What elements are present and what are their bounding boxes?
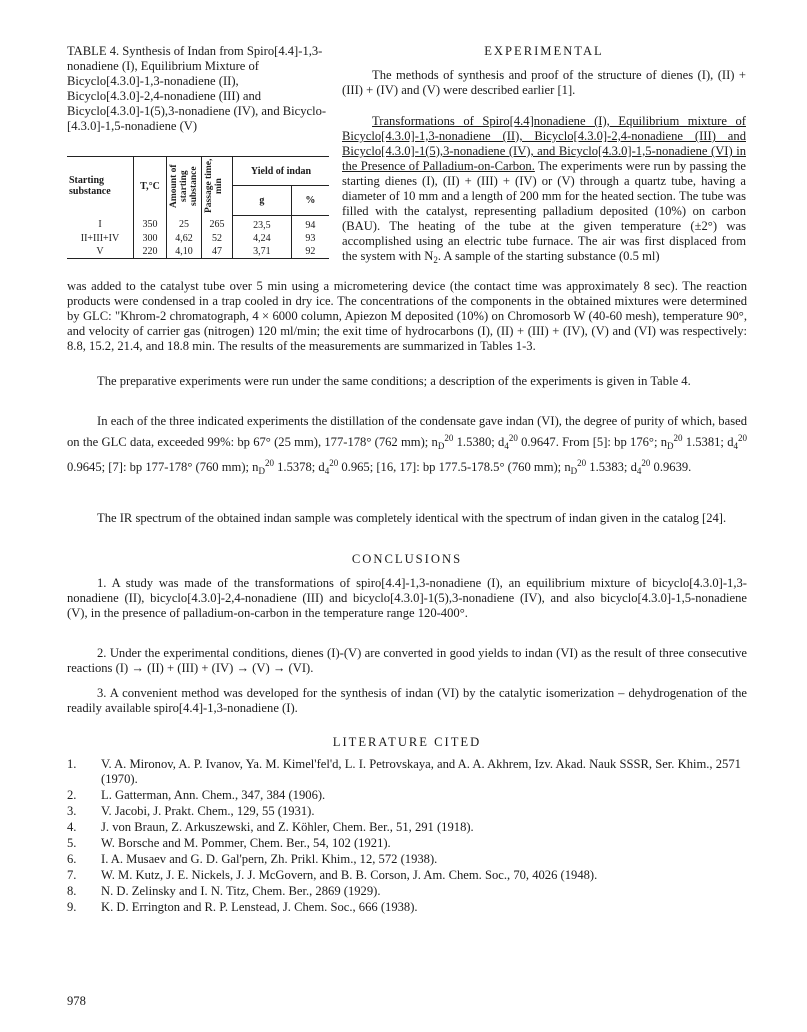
conclusion-item: 1. A study was made of the transformations of spiro[4.4]-1,3-nonadiene (I), an equilibrium mixture of bicyclo[4.3.0]-1,3-nonadiene (II), bicyclo[4.3.0]-2,4-nonadiene (III) and bicyclo[4.3.0]-1(5),3-nonadiene (IV), and also bicyclo[4.3.0]-1,5-nonadiene (V), in the presence of palladium-on-carbon in the temperature range 120-400°. [67, 576, 747, 620]
literature-heading: LITERATURE CITED [332, 735, 482, 749]
col-temperature: T,°C [134, 157, 167, 216]
table-row: V 220 4,10 47 3,71 92 [67, 245, 329, 259]
experimental-subhead: Transformations of Spiro[4.4]nonadiene (I), Equilibrium mixture of Bicyclo[4.3.0]-1,3-nonadiene (II), Bicyclo[4.3.0]-2,4-nonadiene (III) and Bicyclo[4.3.0]-1(5),3-nonadiene (IV), and Bicyclo[4.3.0]-1,5-nonadiene (VI) in the Presence of Palladium-on-Carbon. [342, 114, 746, 173]
experimental-intro: The methods of synthesis and proof of the structure of dienes (I), (II) + (III) + (IV) and (V) were described earlier [1]. [342, 68, 746, 97]
experimental-method-text: The experiments were run by passing the starting dienes (I), (II) + (III) + (IV) or (V) through a quartz tube, having a diameter of 10 mm and a length of 200 mm for the heated section. The tube was filled with the catalyst, representing palladium deposited (10%) on carbon (BAU). The heating of the tube at the given temperature (±2°) was accomplished using an electric tube furnace. The air was first displaced from the system with N [342, 159, 746, 263]
page-number: 978 [67, 994, 86, 1008]
conclusion-item: 2. Under the experimental conditions, dienes (I)-(V) are converted in good yields to indan (VI) as the result of three consecutive reactions (I) → (II) + (III) + (IV) → (V) → (VI). [67, 646, 747, 675]
reference-list [67, 757, 747, 916]
conclusion-item: 3. A convenient method was developed for the synthesis of indan (VI) by the catalytic isomerization – dehydrogenation of the readily available spiro[4.4]-1,3-nonadiene (I). [67, 686, 747, 715]
reference-item: 1. V. A. Mironov, A. P. Ivanov, Ya. M. Kimel'fel'd, L. I. Petrovskaya, and A. A. Akhrem, Izv. Akad. Nauk SSSR, Ser. Khim., 2571 (1970). [67, 757, 741, 786]
experimental-para4: The IR spectrum of the obtained indan sample was completely identical with the spectrum of indan given in the catalog [24]. [97, 511, 727, 525]
col-yield-g: g [233, 186, 292, 215]
table-caption: TABLE 4. Synthesis of Indan from Spiro[4.4]-1,3-nonadiene (I), Equilibrium Mixture of Bicyclo[4.3.0]-1,3-nonadiene (II), Bicyclo[4.3.0]-2,4-nonadiene (III) and Bicyclo[4.3.0]-1(5),3-nonadiene (IV), and Bicyclo-[4.3.0]-1,5-nonadiene (V) [67, 44, 327, 133]
col-amount: Amount of starting substance [167, 157, 202, 216]
reference-item: 4. J. von Braun, Z. Arkuszewski, and Z. Köhler, Chem. Ber., 51, 291 (1918). [67, 820, 474, 834]
reference-item: 9. K. D. Errington and R. P. Lenstead, J. Chem. Soc., 666 (1938). [67, 900, 418, 914]
table-row: I 350 25 265 23,5 94 [67, 215, 329, 232]
experimental-body-full: was added to the catalyst tube over 5 min using a micrometering device (the contact time was approximately 8 sec). The reaction products were condensed in a trap cooled in dry ice. The concentrations of the components in the obtained mixtures were determined by GLC: "Khrom-2 chromatograph, 4 × 6000 column, Apiezon M deposited (10%) on Chromosorb W (40-60 mesh), temperature 90°, and velocity of carrier gas (nitrogen) 120 ml/min; the exit time of hydrocarbons (I), (II) + (III) + (IV), (V) and (VI) was respectively: 8.8, 15.2, 21.4, and 18.8 min. The results of the measurements are summarized in Tables 1-3. [67, 279, 747, 353]
reference-item: 2. L. Gatterman, Ann. Chem., 347, 384 (1906). [67, 788, 326, 802]
table-row: II+III+IV 300 4,62 52 4,24 93 [67, 232, 329, 245]
reference-item: 5. W. Borsche and M. Pommer, Chem. Ber., 54, 102 (1921). [67, 836, 391, 850]
reference-item: 7. W. M. Kutz, J. E. Nickels, J. J. McGovern, and B. B. Corson, J. Am. Chem. Soc., 70, 4026 (1948). [67, 868, 598, 882]
col-yield-pct: % [291, 186, 329, 215]
reference-item: 3. V. Jacobi, J. Prakt. Chem., 129, 55 (1931). [67, 804, 315, 818]
col-starting-substance: Starting substance [67, 157, 134, 216]
experimental-para2: The preparative experiments were run under the same conditions; a description of the experiments is given in Table 4. [97, 374, 691, 388]
reference-item: 6. I. A. Musaev and G. D. Gal'pern, Zh. Prikl. Khim., 12, 572 (1938). [67, 852, 438, 866]
reference-item: 8. N. D. Zelinsky and I. N. Titz, Chem. Ber., 2869 (1929). [67, 884, 381, 898]
col-passage-time: Passage time, min [202, 157, 233, 216]
experimental-heading: EXPERIMENTAL [484, 44, 604, 58]
experimental-para3: In each of the three indicated experiments the distillation of the condensate gave indan (VI), the degree of purity of which, based on the GLC data, exceeded 99%: bp 67° (25 mm), 177-178° (762 mm); $n_D^{20}$ 1.5380; $d_4^{20}$ 0.9647. From [5]: bp 176°; $n_D^{20}$ 1.5381; $d_4^{20}$ 0.9645; [7]: bp 177-178° (760 mm); $n_D^{20}$ 1.5378; $d_4^{20}$ 0.965; [16, 17]: bp 177.5-178.5° (760 mm); $n_D^{20}$ 1.5383; $d_4^{20}$ 0.9639. [67, 414, 748, 476]
col-yield: Yield of indan [233, 157, 330, 186]
experimental-body-right: Transformations of Spiro[4.4]nonadiene (I), Equilibrium mixture of Bicyclo[4.3.0]-1,3-nonadiene (II), Bicyclo[4.3.0]-2,4-nonadiene (III) and Bicyclo[4.3.0]-1(5),3-nonadiene (IV), and Bicyclo[4.3.0]-1,5-nonadiene (VI) in the Presence of Palladium-on-Carbon. The experiments were run by passing the starting dienes (I), (II) + (III) + (IV) or (V) through a quartz tube, having a diameter of 10 mm and a length of 200 mm for the heated section. The tube was filled with the catalyst, representing palladium deposited (10%) on carbon (BAU). The heating of the tube at the given temperature (±2°) was accomplished using an electric tube furnace. The air was first displaced from the system with $N_2$. A sample of the starting substance (0.5 ml) [342, 114, 746, 265]
conclusions-heading: CONCLUSIONS [351, 552, 463, 566]
synthesis-table [67, 156, 329, 259]
